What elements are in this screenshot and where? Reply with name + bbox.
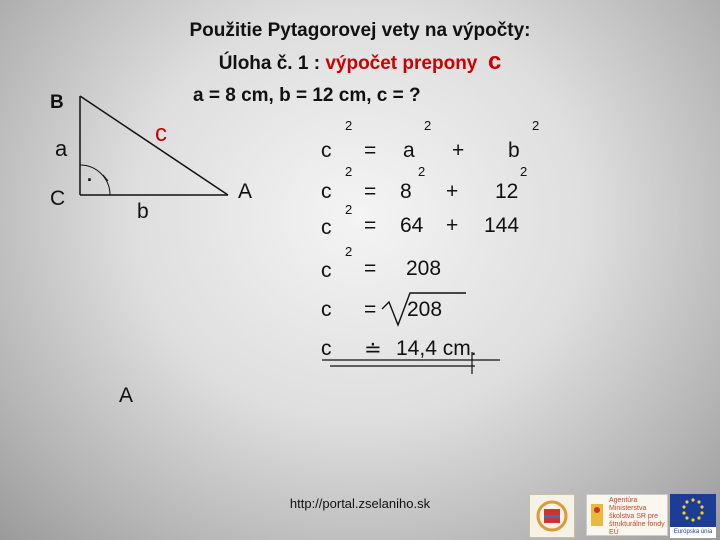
title-task-highlight: výpočet prepony (325, 53, 478, 74)
eq1-term2: b (508, 139, 520, 162)
agency-logo (586, 494, 668, 536)
eq5-equals: = (364, 298, 377, 321)
eq3-equals: = (364, 214, 377, 237)
footer-url: http://portal.zselaniho.sk (289, 496, 431, 511)
eq3-lhs: c (321, 216, 332, 239)
vertex-B-label: B (50, 92, 64, 113)
eq6-approx-equals: ≐ (364, 338, 382, 361)
eq2-term1: 8 (400, 180, 412, 203)
title-task-variable: c (487, 48, 502, 75)
eq1-term1: a (403, 139, 415, 162)
school-logo (529, 494, 575, 538)
eq4-lhs-exp: 2 (345, 244, 353, 259)
eq3-plus: + (446, 214, 459, 237)
eq3-lhs-exp: 2 (345, 202, 353, 217)
eu-flag-logo (670, 494, 716, 538)
eq1-lhs-exp: 2 (345, 118, 353, 133)
side-c-label: c (155, 120, 167, 147)
eq2-lhs-exp: 2 (345, 164, 353, 179)
eq1-equals: = (364, 139, 377, 162)
eq1-term2-exp: 2 (532, 118, 540, 133)
eq2-equals: = (364, 180, 377, 203)
side-a-label: a (55, 136, 68, 161)
vertex-A-label: A (238, 180, 253, 203)
stray-A-label: A (119, 384, 134, 407)
eq4-lhs: c (321, 259, 332, 282)
given-values: a = 8 cm, b = 12 cm, c = ? (193, 85, 421, 106)
eq2-lhs: c (321, 180, 332, 203)
title-line-1: Použitie Pytagorovej vety na výpočty: (189, 20, 531, 41)
side-b-label: b (137, 200, 149, 223)
hypotenuse-line (80, 96, 228, 195)
eq1-term1-exp: 2 (424, 118, 432, 133)
vertex-C-label: C (50, 187, 66, 210)
eq2-term1-exp: 2 (418, 164, 426, 179)
eu-logo-caption: Európska únia (670, 527, 716, 538)
eq1-lhs: c (321, 139, 332, 162)
eq3-term2: 144 (484, 214, 520, 237)
eq4-equals: = (364, 257, 377, 280)
eq3-term1: 64 (400, 214, 424, 237)
eq2-term2: 12 (495, 180, 519, 203)
eq5-lhs: c (321, 298, 332, 321)
eu-stars-icon (682, 498, 703, 521)
eq2-plus: + (446, 180, 459, 203)
eq6-result: 14,4 cm. (396, 337, 477, 360)
eq5-radicand: 208 (407, 298, 443, 321)
eq1-plus: + (452, 139, 465, 162)
eq4-term1: 208 (406, 257, 442, 280)
eq6-lhs: c (321, 337, 332, 360)
eq2-term2-exp: 2 (520, 164, 528, 179)
right-angle-dot: . (87, 165, 93, 185)
right-angle-arc (80, 165, 110, 195)
agency-logo-text: Agentúra Ministerstva školstva SR pre štrukturálne fondy EÚ (609, 497, 665, 536)
title-task-prefix: Úloha č. 1 : (218, 53, 326, 74)
right-angle-tick (103, 175, 108, 181)
